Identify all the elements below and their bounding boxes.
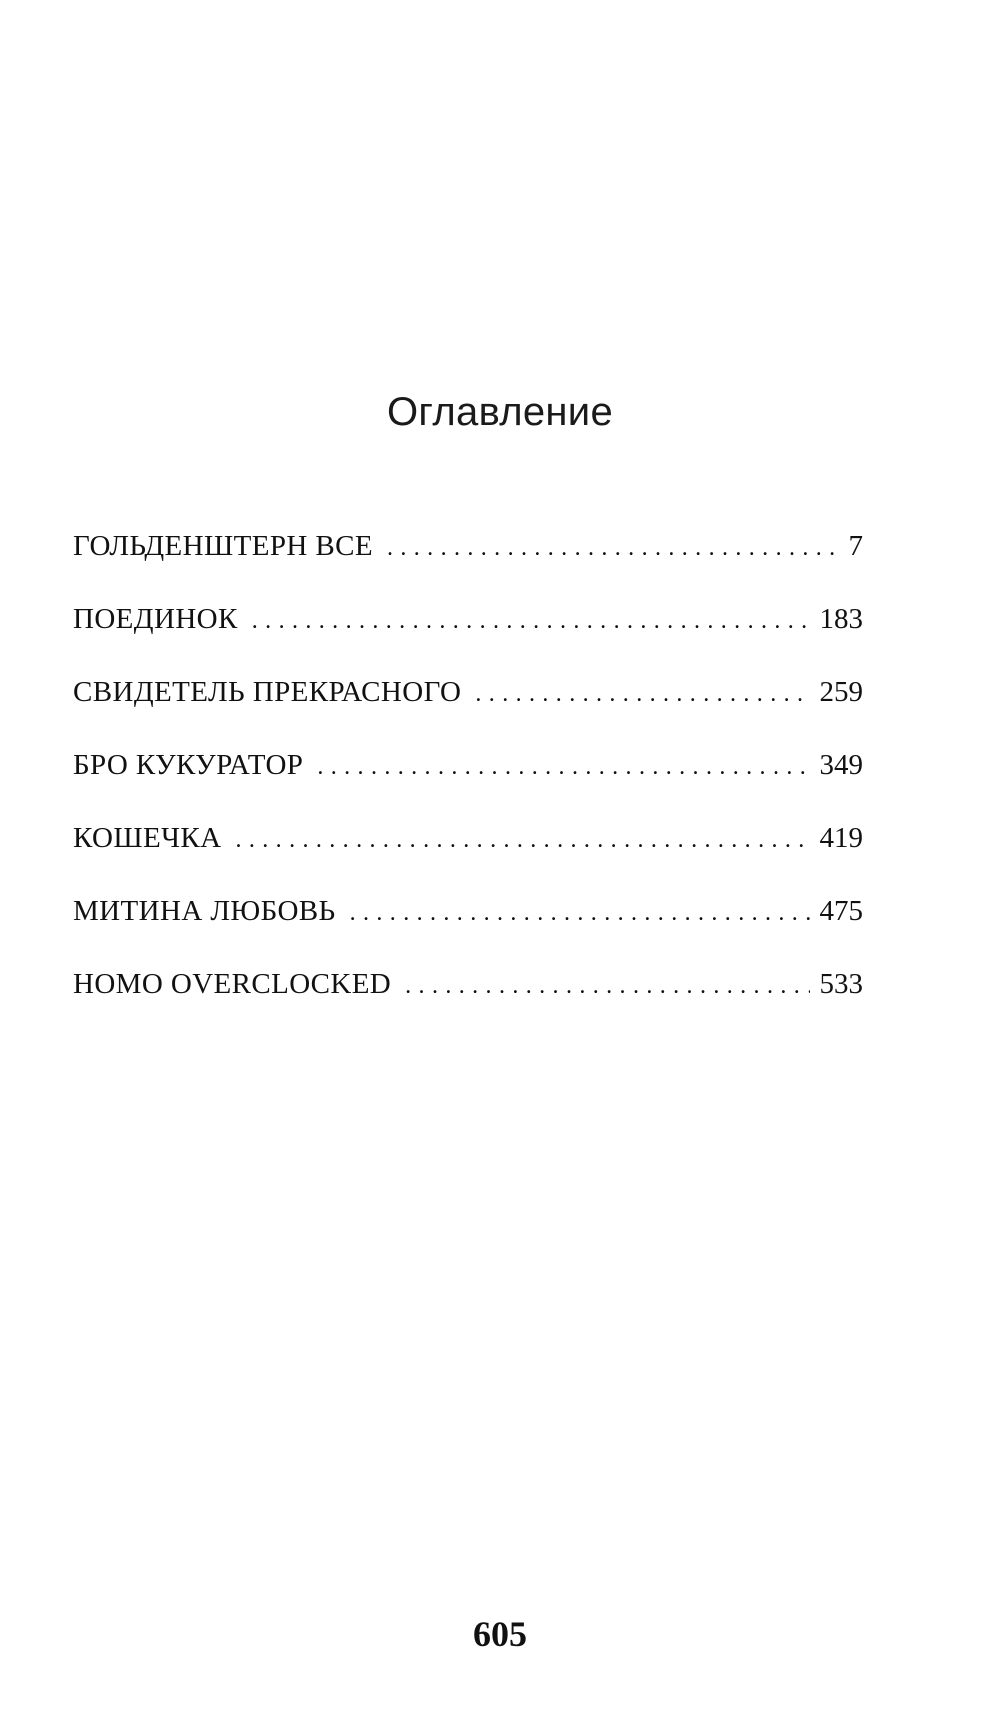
toc-entry	[73, 530, 863, 603]
toc-entry-title: КОШЕЧКА	[73, 822, 222, 854]
dot-leader	[235, 828, 809, 852]
toc-entry-title: HOMO OVERCLOCKED	[73, 968, 392, 1000]
toc-entry-title: ПОЕДИНОК	[73, 603, 238, 635]
toc-entry	[73, 822, 863, 895]
toc-entry-page: 419	[819, 822, 863, 854]
toc-entry-page: 349	[819, 749, 863, 781]
toc-entry	[73, 603, 863, 676]
toc-entry-page: 183	[819, 603, 863, 635]
toc-entry-page: 475	[819, 895, 863, 927]
toc-entry-title: БРО КУКУРАТОР	[73, 749, 304, 781]
page-number: 605	[473, 1614, 527, 1654]
dot-leader	[387, 536, 839, 560]
toc-entry-title: ГОЛЬДЕНШТЕРН ВСЕ	[73, 530, 373, 562]
toc-entry	[73, 749, 863, 822]
toc-entry	[73, 895, 863, 968]
dot-leader	[350, 901, 810, 925]
toc-list	[73, 530, 863, 1041]
dot-leader	[252, 609, 810, 633]
toc-entry-page: 533	[819, 968, 863, 1000]
toc-entry	[73, 676, 863, 749]
toc-entry-page: 259	[819, 676, 863, 708]
toc-entry-page: 7	[848, 530, 863, 562]
toc-heading: Оглавление	[386, 390, 613, 434]
toc-entry	[73, 968, 863, 1041]
dot-leader	[405, 974, 809, 998]
toc-entry-title: СВИДЕТЕЛЬ ПРЕКРАСНОГО	[73, 676, 462, 708]
toc-entry-title: МИТИНА ЛЮБОВЬ	[73, 895, 336, 927]
dot-leader	[475, 682, 809, 706]
dot-leader	[317, 755, 809, 779]
